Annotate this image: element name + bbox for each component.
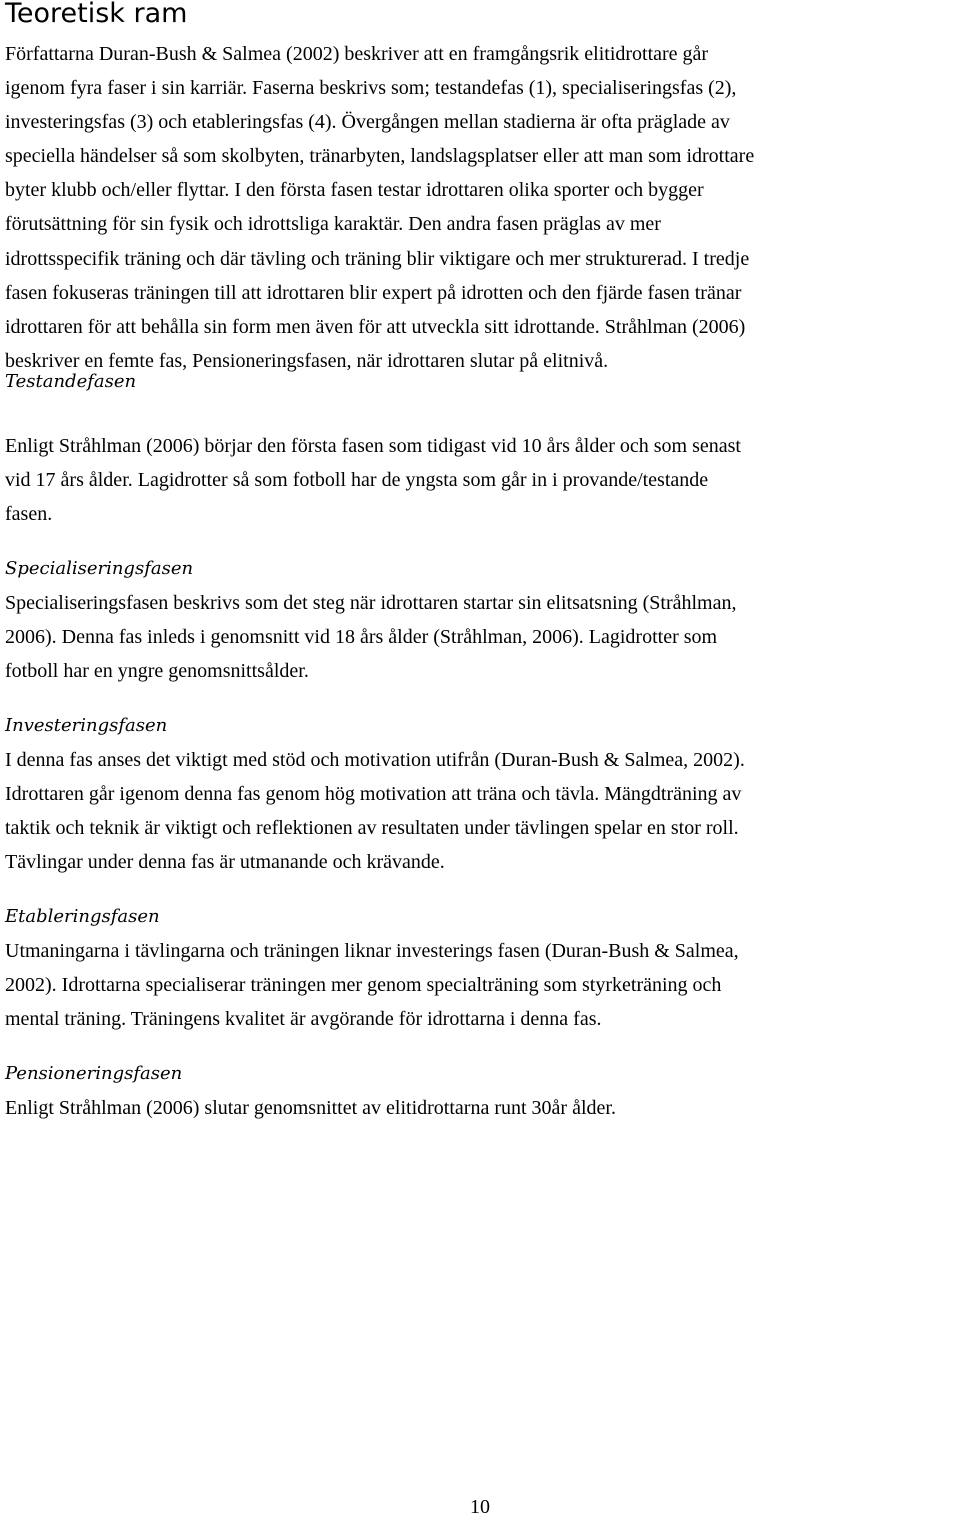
paragraph-line: fasen. [5, 503, 53, 526]
subsection-title-etableringsfasen: Etableringsfasen [5, 906, 160, 927]
paragraph-line: Utmaningarna i tävlingarna och träningen liknar investerings fasen (Duran-Bush & Salmea, [5, 940, 739, 962]
subsection-title-specialiseringsfasen: Specialiseringsfasen [5, 558, 194, 579]
paragraph-line: Tävlingar under denna fas är utmanande och krävande. [5, 851, 445, 874]
subsection-title-testandefasen: Testandefasen [5, 371, 137, 392]
paragraph-line: 2002). Idrottarna specialiserar träningen mer genom specialträning som styrketräning och [5, 974, 722, 997]
paragraph-line: fotboll har en yngre genomsnittsålder. [5, 660, 309, 683]
paragraph-line: vid 17 års ålder. Lagidrotter så som fotboll har de yngsta som går in i provande/testande [5, 469, 709, 492]
paragraph-line: fasen fokuseras träningen till att idrottaren blir expert på idrotten och den fjärde fasen tränar [5, 281, 742, 304]
paragraph-line: Författarna Duran-Bush & Salmea (2002) beskriver att en framgångsrik elitidrottare går [5, 43, 709, 65]
paragraph-line: beskriver en femte fas, Pensioneringsfasen, när idrottaren slutar på elitnivå. [5, 349, 609, 372]
paragraph-line: förutsättning för sin fysik och idrottsliga karaktär. Den andra fasen präglas av mer [5, 213, 661, 236]
subsection-body-pensioneringsfasen [5, 1091, 960, 1125]
subsection-body-investeringsfasen [5, 743, 960, 879]
paragraph-line: speciella händelser så som skolbyten, tränarbyten, landslagsplatser eller att man som idrottare [5, 145, 755, 168]
subsection-body-testandefasen [5, 429, 960, 531]
paragraph-line: idrottsspecifik träning och där tävling och träning blir viktigare och mer strukturerad. I tredje [5, 247, 750, 270]
paragraph-line: investeringsfas (3) och etableringsfas (4). Övergången mellan stadierna är ofta präglade av [5, 111, 730, 134]
paragraph-line: Enligt Stråhlman (2006) börjar den första fasen som tidigast vid 10 års ålder och som senast [5, 435, 741, 457]
paragraph-line: 2006). Denna fas inleds i genomsnitt vid 18 års ålder (Stråhlman, 2006). Lagidrotter som [5, 626, 718, 649]
paragraph-line: byter klubb och/eller flyttar. I den första fasen testar idrottaren olika sporter och bygger [5, 179, 704, 202]
paragraph-line: taktik och teknik är viktigt och reflektionen av resultaten under tävlingen spelar en stor roll. [5, 817, 739, 840]
subsection-title-pensioneringsfasen: Pensioneringsfasen [5, 1063, 183, 1084]
paragraph-line: Idrottaren går igenom denna fas genom hög motivation att träna och tävla. Mängdträning av [5, 783, 742, 806]
paragraph-line: I denna fas anses det viktigt med stöd och motivation utifrån (Duran-Bush & Salmea, 2002). [5, 749, 745, 771]
paragraph-line: Enligt Stråhlman (2006) slutar genomsnittet av elitidrottarna runt 30år ålder. [5, 1097, 616, 1119]
subsection-body-specialiseringsfasen [5, 586, 960, 688]
subsection-body-etableringsfasen [5, 934, 960, 1036]
paragraph-line: igenom fyra faser i sin karriär. Faserna beskrivs som; testandefas (1), specialiseringsfas (2), [5, 77, 737, 100]
subsection-title-investeringsfasen: Investeringsfasen [5, 715, 168, 736]
paragraph-line: idrottaren för att behålla sin form men även för att utveckla sitt idrottande. Stråhlman (2006) [5, 315, 746, 338]
page-number: 10 [470, 1496, 490, 1518]
paragraph-line: mental träning. Träningens kvalitet är avgörande för idrottarna i denna fas. [5, 1008, 602, 1031]
section-heading: Teoretisk ram [5, 0, 188, 29]
intro-paragraph [5, 37, 960, 378]
paragraph-line: Specialiseringsfasen beskrivs som det steg när idrottaren startar sin elitsatsning (Stråhlman, [5, 592, 737, 614]
